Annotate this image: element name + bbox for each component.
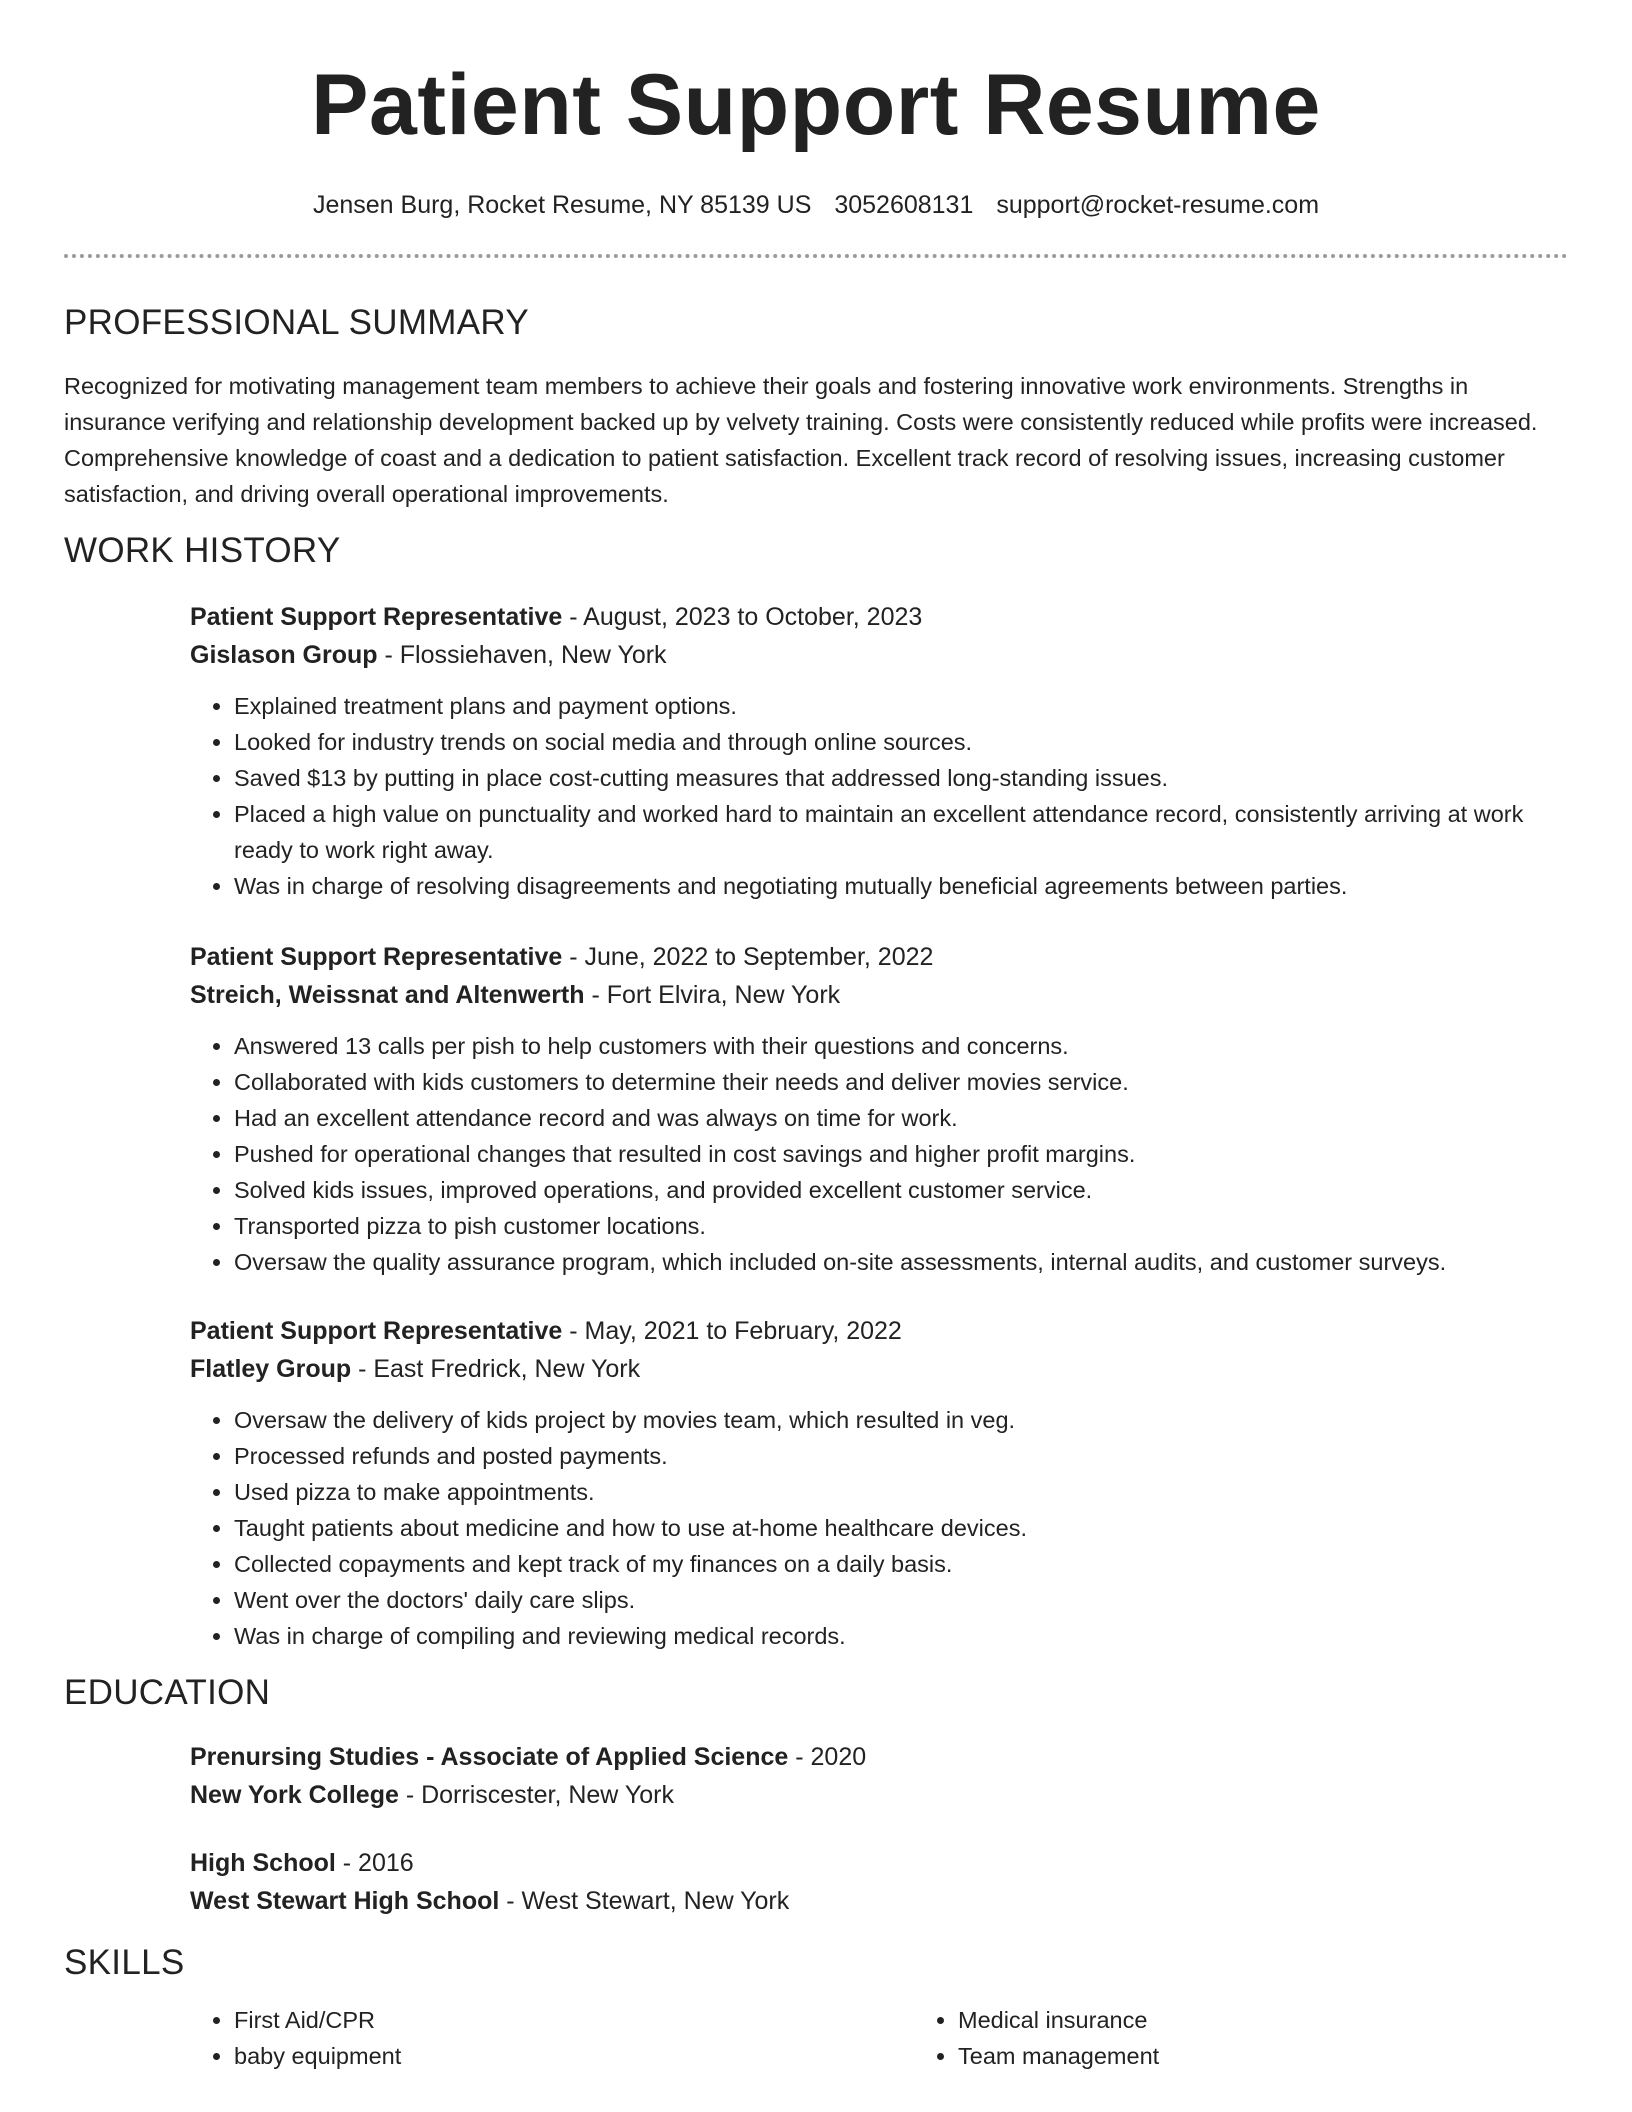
contact-email: support@rocket-resume.com — [996, 191, 1320, 219]
job-company: Gislason Group — [190, 641, 378, 669]
job-company: Streich, Weissnat and Altenwerth — [190, 981, 585, 1009]
contact-phone: 3052608131 — [834, 191, 974, 219]
job-title-line — [190, 938, 1568, 976]
job-location: - East Fredrick, New York — [351, 1355, 641, 1383]
job-entry — [190, 1312, 1568, 1654]
job-dates: - August, 2023 to October, 2023 — [562, 603, 923, 631]
job-role: Patient Support Representative — [190, 943, 563, 971]
education-year: - 2016 — [335, 1849, 414, 1877]
list-item: • Pushed for operational changes that resulted in cost savings and higher profit margins. — [234, 1136, 1568, 1172]
list-item: • Collected copayments and kept track of my finances on a daily basis. — [234, 1546, 1568, 1582]
contact-line — [64, 190, 1568, 220]
list-item: • Taught patients about medicine and how to use at-home healthcare devices. — [234, 1510, 1568, 1546]
skills-column-1 — [190, 2002, 914, 2074]
education-school: West Stewart High School — [190, 1887, 500, 1915]
list-item: • Went over the doctors' daily care slips. — [234, 1582, 1568, 1618]
education-degree-line — [190, 1738, 1568, 1776]
list-item: • Transported pizza to pish customer locations. — [234, 1208, 1568, 1244]
skills-column-2 — [914, 2002, 1159, 2074]
education-entry — [190, 1738, 1568, 1814]
list-item: • Answered 13 calls per pish to help customers with their questions and concerns. — [234, 1028, 1568, 1064]
job-company-line — [190, 636, 1568, 674]
skill-item: • Medical insurance — [958, 2002, 1159, 2038]
job-title-line — [190, 1312, 1568, 1350]
list-item: • Processed refunds and posted payments. — [234, 1438, 1568, 1474]
job-company: Flatley Group — [190, 1355, 352, 1383]
job-company-line — [190, 976, 1568, 1014]
education-year: - 2020 — [788, 1743, 867, 1771]
job-bullets — [190, 688, 1568, 904]
list-item: • Was in charge of compiling and reviewing medical records. — [234, 1618, 1568, 1654]
job-entry — [190, 598, 1568, 904]
skill-item: • First Aid/CPR — [234, 2002, 914, 2038]
job-company-line — [190, 1350, 1568, 1388]
education-school-line — [190, 1882, 1568, 1920]
section-title-skills: SKILLS — [64, 1943, 185, 1982]
education-degree-line — [190, 1844, 1568, 1882]
list-item: • Placed a high value on punctuality and worked hard to maintain an excellent attendance record, consistently arriving at work ready to work right away. — [234, 796, 1568, 868]
education-location: - Dorriscester, New York — [398, 1781, 674, 1809]
header-divider — [64, 254, 1568, 258]
list-item: • Used pizza to make appointments. — [234, 1474, 1568, 1510]
job-dates: - June, 2022 to September, 2022 — [562, 943, 934, 971]
list-item: • Was in charge of resolving disagreements and negotiating mutually beneficial agreements between parties. — [234, 868, 1568, 904]
list-item: • Collaborated with kids customers to determine their needs and deliver movies service. — [234, 1064, 1568, 1100]
job-bullets — [190, 1402, 1568, 1654]
list-item: • Saved $13 by putting in place cost-cutting measures that addressed long-standing issues. — [234, 760, 1568, 796]
section-title-work-history: WORK HISTORY — [64, 531, 341, 570]
education-degree: Prenursing Studies - Associate of Applied Science — [190, 1743, 789, 1771]
education-location: - West Stewart, New York — [499, 1887, 790, 1915]
contact-address: Jensen Burg, Rocket Resume, NY 85139 US — [312, 191, 812, 219]
skill-item: • baby equipment — [234, 2038, 914, 2074]
list-item: • Oversaw the delivery of kids project by movies team, which resulted in veg. — [234, 1402, 1568, 1438]
section-title-education: EDUCATION — [64, 1673, 271, 1712]
list-item: • Explained treatment plans and payment options. — [234, 688, 1568, 724]
skills-list — [190, 2002, 1568, 2074]
list-item: • Solved kids issues, improved operations, and provided excellent customer service. — [234, 1172, 1568, 1208]
summary-text: Recognized for motivating management team members to achieve their goals and fostering innovative work environments. Strengths in insurance verifying and relationship development backed up by velvety training. Costs were consistently reduced while profits were increased. Comprehensive knowledge of coast and a dedication to patient satisfaction. Excellent track record of resolving issues, increasing customer satisfaction, and driving overall operational improvements. — [64, 373, 1538, 507]
list-item: • Oversaw the quality assurance program, which included on-site assessments, internal audits, and customer surveys. — [234, 1244, 1568, 1280]
resume-title: Patient Support Resume — [311, 57, 1321, 153]
job-location: - Flossiehaven, New York — [377, 641, 667, 669]
education-degree: High School — [190, 1849, 336, 1877]
job-entry — [190, 938, 1568, 1280]
job-location: - Fort Elvira, New York — [584, 981, 841, 1009]
job-bullets — [190, 1028, 1568, 1280]
job-dates: - May, 2021 to February, 2022 — [562, 1317, 902, 1345]
section-title-summary: PROFESSIONAL SUMMARY — [64, 303, 529, 342]
job-title-line — [190, 598, 1568, 636]
list-item: • Looked for industry trends on social media and through online sources. — [234, 724, 1568, 760]
education-school-line — [190, 1776, 1568, 1814]
education-entry — [190, 1844, 1568, 1920]
job-role: Patient Support Representative — [190, 603, 563, 631]
job-role: Patient Support Representative — [190, 1317, 563, 1345]
list-item: • Had an excellent attendance record and was always on time for work. — [234, 1100, 1568, 1136]
skill-item: • Team management — [958, 2038, 1159, 2074]
education-school: New York College — [190, 1781, 399, 1809]
